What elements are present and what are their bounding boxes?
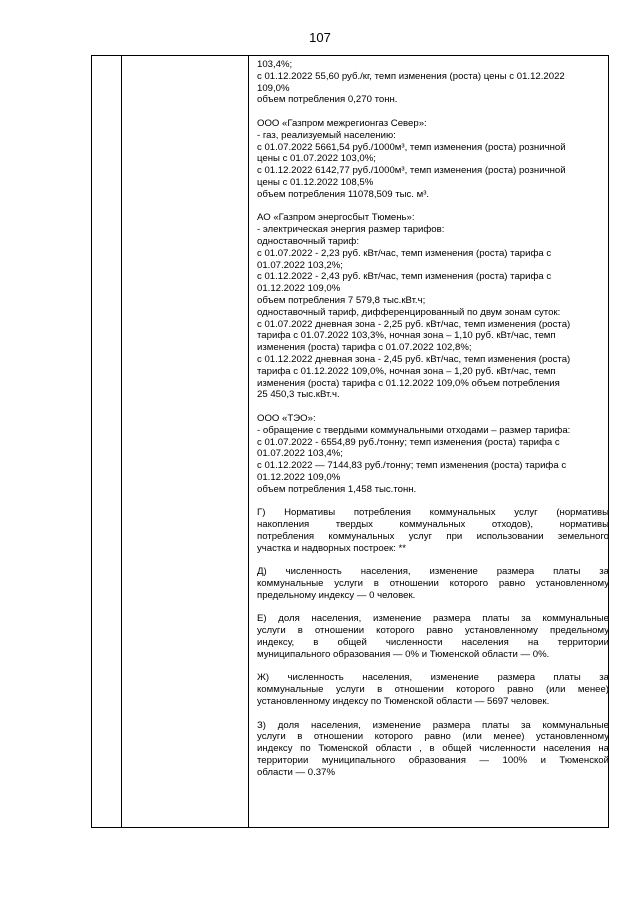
text-line: коммунальные услуги в отношении которого равно установленному — [257, 578, 609, 590]
text-line: с 01.07.2022 - 2,23 руб. кВт/час, темп изменения (роста) тарифа с — [257, 247, 552, 259]
text-line: с 01.12.2022 — 7144,83 руб./тонну; темп изменения (роста) тарифа с — [257, 460, 567, 472]
text-line: предельному индексу — 0 человек. — [257, 589, 416, 601]
text-line: цены с 01.12.2022 108,5% — [257, 176, 374, 188]
text-line: территории муниципального образования — 100% и Тюменской — [257, 755, 609, 767]
text-line: объем потребления 1,458 тыс.тонн. — [257, 483, 417, 495]
text-line: с 01.07.2022 дневная зона - 2,25 руб. кВт/час, темп изменения (роста) — [257, 318, 571, 330]
text-paragraph — [257, 118, 609, 201]
text-line: индексу по Тюменской области , в общей численности населения на — [257, 743, 609, 755]
document-table — [91, 55, 609, 828]
table-content-cell — [257, 59, 609, 790]
text-line: ООО «ТЭО»: — [257, 412, 316, 424]
text-line: объем потребления 7 579,8 тыс.кВт.ч; — [257, 294, 426, 306]
text-line: услуги в отношении которого равно установленному предельному — [257, 625, 609, 637]
text-line: с 01.07.2022 - 6554,89 руб./тонну; темп изменения (роста) тарифа с — [257, 436, 560, 448]
text-line: одноставочный тариф: — [257, 235, 359, 247]
text-line: тарифа с 01.12.2022 109,0%, ночная зона – 1,20 руб. кВт/час, темп — [257, 365, 556, 377]
text-line: с 01.12.2022 55,60 руб./кг, темп изменения (роста) цены с 01.12.2022 — [257, 70, 565, 82]
text-paragraph — [257, 59, 609, 106]
text-line: потребления коммунальных услуг при использовании земельного — [257, 530, 609, 542]
text-line: 01.07.2022 103,4%; — [257, 448, 343, 460]
text-line: услуги в отношении которого равно (или менее) установленному — [257, 731, 609, 743]
text-line: с 01.12.2022 - 2,43 руб. кВт/час, темп изменения (роста) тарифа с — [257, 271, 552, 283]
text-line: Е) доля населения, изменение размера платы за коммунальные — [257, 613, 609, 625]
text-line: области — 0.37% — [257, 766, 336, 778]
text-line: Д) численность населения, изменение размера платы за — [257, 566, 609, 578]
text-line: с 01.07.2022 5661,54 руб./1000м³, темп изменения (роста) розничной — [257, 141, 566, 153]
text-line: АО «Газпром энергосбыт Тюмень»: — [257, 212, 415, 224]
text-line: изменения (роста) тарифа с 01.07.2022 102,8%; — [257, 342, 472, 354]
text-paragraph — [257, 672, 609, 707]
text-line: 109,0% — [257, 82, 290, 94]
text-line: - газ, реализуемый населению: — [257, 129, 396, 141]
text-line: изменения (роста) тарифа с 01.12.2022 109,0% объем потребления — [257, 377, 560, 389]
text-paragraph — [257, 613, 609, 660]
text-line: муниципального образования — 0% и Тюменской области — 0%. — [257, 648, 550, 660]
text-line: объем потребления 0,270 тонн. — [257, 94, 398, 106]
text-line: с 01.12.2022 дневная зона - 2,45 руб. кВт/час, темп изменения (роста) — [257, 353, 571, 365]
text-line: Г) Нормативы потребления коммунальных услуг (нормативы — [257, 507, 609, 519]
page-number: 107 — [309, 30, 331, 45]
text-paragraph — [257, 566, 609, 601]
text-line: 25 450,3 тыс.кВт.ч. — [257, 389, 340, 401]
text-line: 01.12.2022 109,0% — [257, 471, 341, 483]
text-line: индексу, в общей численности населения на территории — [257, 637, 609, 649]
text-line: - электрическая энергия размер тарифов: — [257, 224, 445, 236]
text-paragraph — [257, 212, 609, 401]
text-paragraph — [257, 720, 609, 779]
table-column-divider — [121, 56, 122, 827]
text-line: участка и надворных построек: ** — [257, 542, 407, 554]
text-line: Ж) численность населения, изменение размера платы за — [257, 672, 609, 684]
text-line: объем потребления 11078,509 тыс. м³. — [257, 188, 430, 200]
text-paragraph — [257, 507, 609, 554]
text-line: 01.12.2022 109,0% — [257, 283, 341, 295]
text-line: накопления твердых коммунальных отходов), нормативы — [257, 519, 609, 531]
text-line: тарифа с 01.07.2022 103,3%, ночная зона – 1,10 руб. кВт/час, темп — [257, 330, 556, 342]
text-line: с 01.12.2022 6142,77 руб./1000м³, темп изменения (роста) розничной — [257, 165, 566, 177]
table-column-divider — [248, 56, 249, 827]
text-line: цены с 01.07.2022 103,0%; — [257, 153, 376, 165]
text-line: одноставочный тариф, дифференцированный по двум зонам суток: — [257, 306, 561, 318]
text-line: З) доля населения, изменение размера платы за коммунальные — [257, 719, 609, 731]
text-line: установленному индексу по Тюменской области — 5697 человек. — [257, 696, 550, 708]
text-line: коммунальные услуги в отношении которого равно (или менее) — [257, 684, 609, 696]
text-line: 01.07.2022 103,2%; — [257, 259, 343, 271]
text-line: ООО «Газпром межрегионгаз Север»: — [257, 117, 427, 129]
text-line: - обращение с твердыми коммунальными отходами – размер тарифа: — [257, 424, 571, 436]
text-line: 103,4%; — [257, 59, 293, 70]
text-paragraph — [257, 413, 609, 496]
